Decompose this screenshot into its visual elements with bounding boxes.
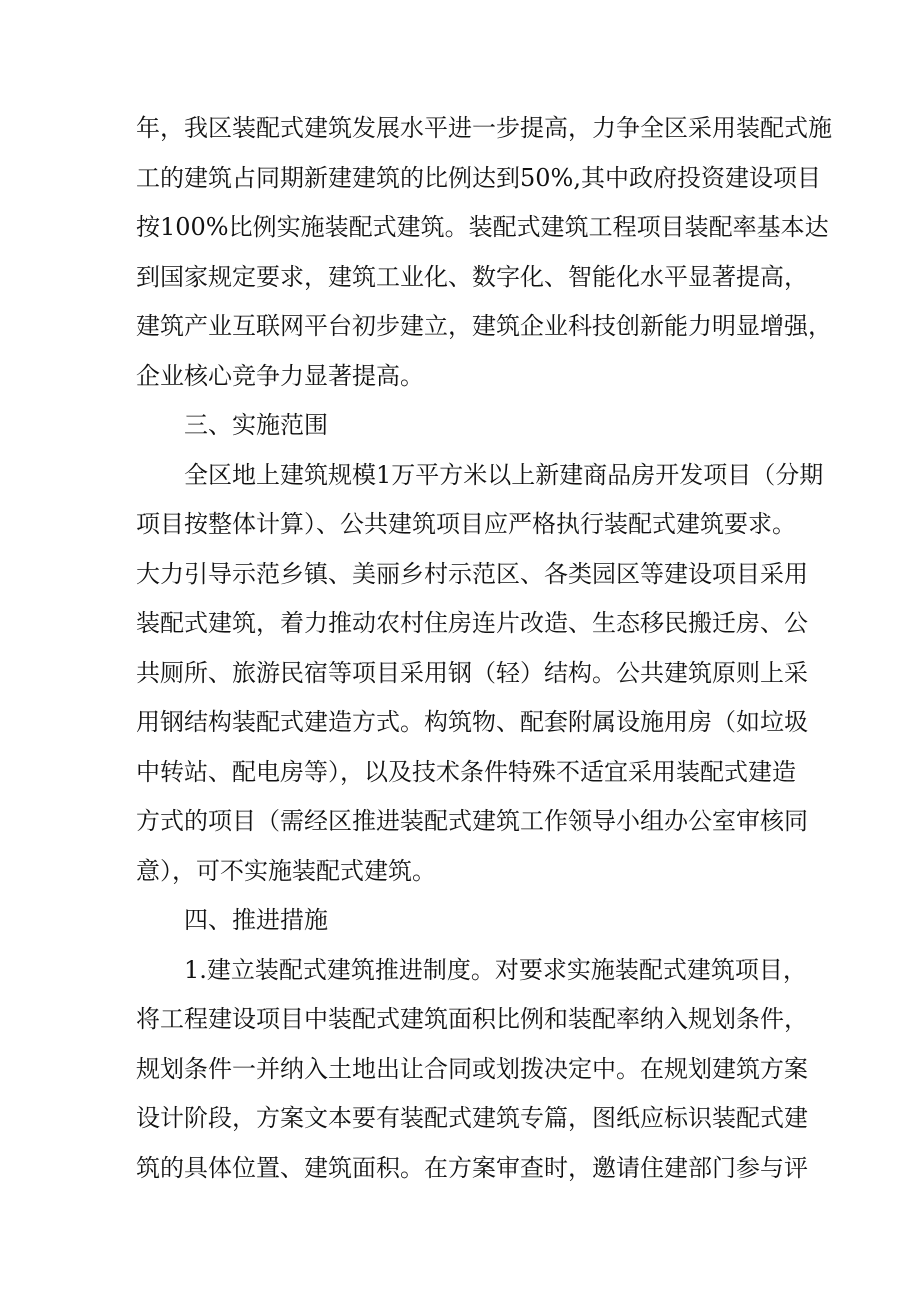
document-body [136, 104, 832, 1193]
paragraph [136, 401, 786, 451]
text-line: 共厕所、旅游民宿等项目采用钢（轻）结构。公共建筑原则上采 [136, 658, 808, 687]
text-line: 三、实施范围 [184, 411, 328, 439]
paragraph [136, 104, 832, 401]
text-line: 按100%比例实施装配式建筑。装配式建筑工程项目装配率基本达 [136, 213, 829, 241]
text-line: 规划条件一并纳入土地出让合同或划拨决定中。在规划建筑方案 [136, 1054, 808, 1083]
text-line: 方式的项目（需经区推进装配式建筑工作领导小组办公室审核同 [136, 807, 808, 835]
paragraph [136, 896, 786, 946]
text-line: 大力引导示范乡镇、美丽乡村示范区、各类园区等建设项目采用 [136, 559, 808, 588]
text-line: 中转站、配电房等），以及技术条件特殊不适宜采用装配式建造 [136, 757, 796, 786]
text-line: 企业核心竞争力显著提高。 [136, 361, 424, 390]
text-line: 1.建立装配式建筑推进制度。对要求实施装配式建筑项目， [184, 955, 807, 984]
text-line: 筑的具体位置、建筑面积。在方案审查时，邀请住建部门参与评 [136, 1153, 808, 1182]
paragraph [136, 946, 808, 1194]
paragraph [136, 451, 824, 897]
text-line: 年，我区装配式建筑发展水平进一步提高，力争全区采用装配式施 [136, 114, 832, 142]
text-line: 设计阶段，方案文本要有装配式建筑专篇，图纸应标识装配式建 [136, 1104, 808, 1132]
text-line: 将工程建设项目中装配式建筑面积比例和装配率纳入规划条件， [136, 1005, 808, 1033]
text-line: 工的建筑占同期新建建筑的比例达到50%,其中政府投资建设项目 [136, 163, 821, 192]
text-line: 四、推进措施 [184, 906, 328, 934]
text-line: 建筑产业互联网平台初步建立，建筑企业科技创新能力明显增强， [136, 312, 832, 340]
text-line: 装配式建筑，着力推动农村住房连片改造、生态移民搬迁房、公 [136, 609, 808, 637]
text-line: 意），可不实施装配式建筑。 [136, 856, 436, 885]
text-line: 用钢结构装配式建造方式。构筑物、配套附属设施用房（如垃圾 [136, 708, 808, 736]
text-line: 全区地上建筑规模1万平方米以上新建商品房开发项目（分期 [184, 460, 824, 489]
text-line: 项目按整体计算）、公共建筑项目应严格执行装配式建筑要求。 [136, 510, 796, 538]
text-line: 到国家规定要求，建筑工业化、数字化、智能化水平显著提高， [136, 262, 808, 291]
